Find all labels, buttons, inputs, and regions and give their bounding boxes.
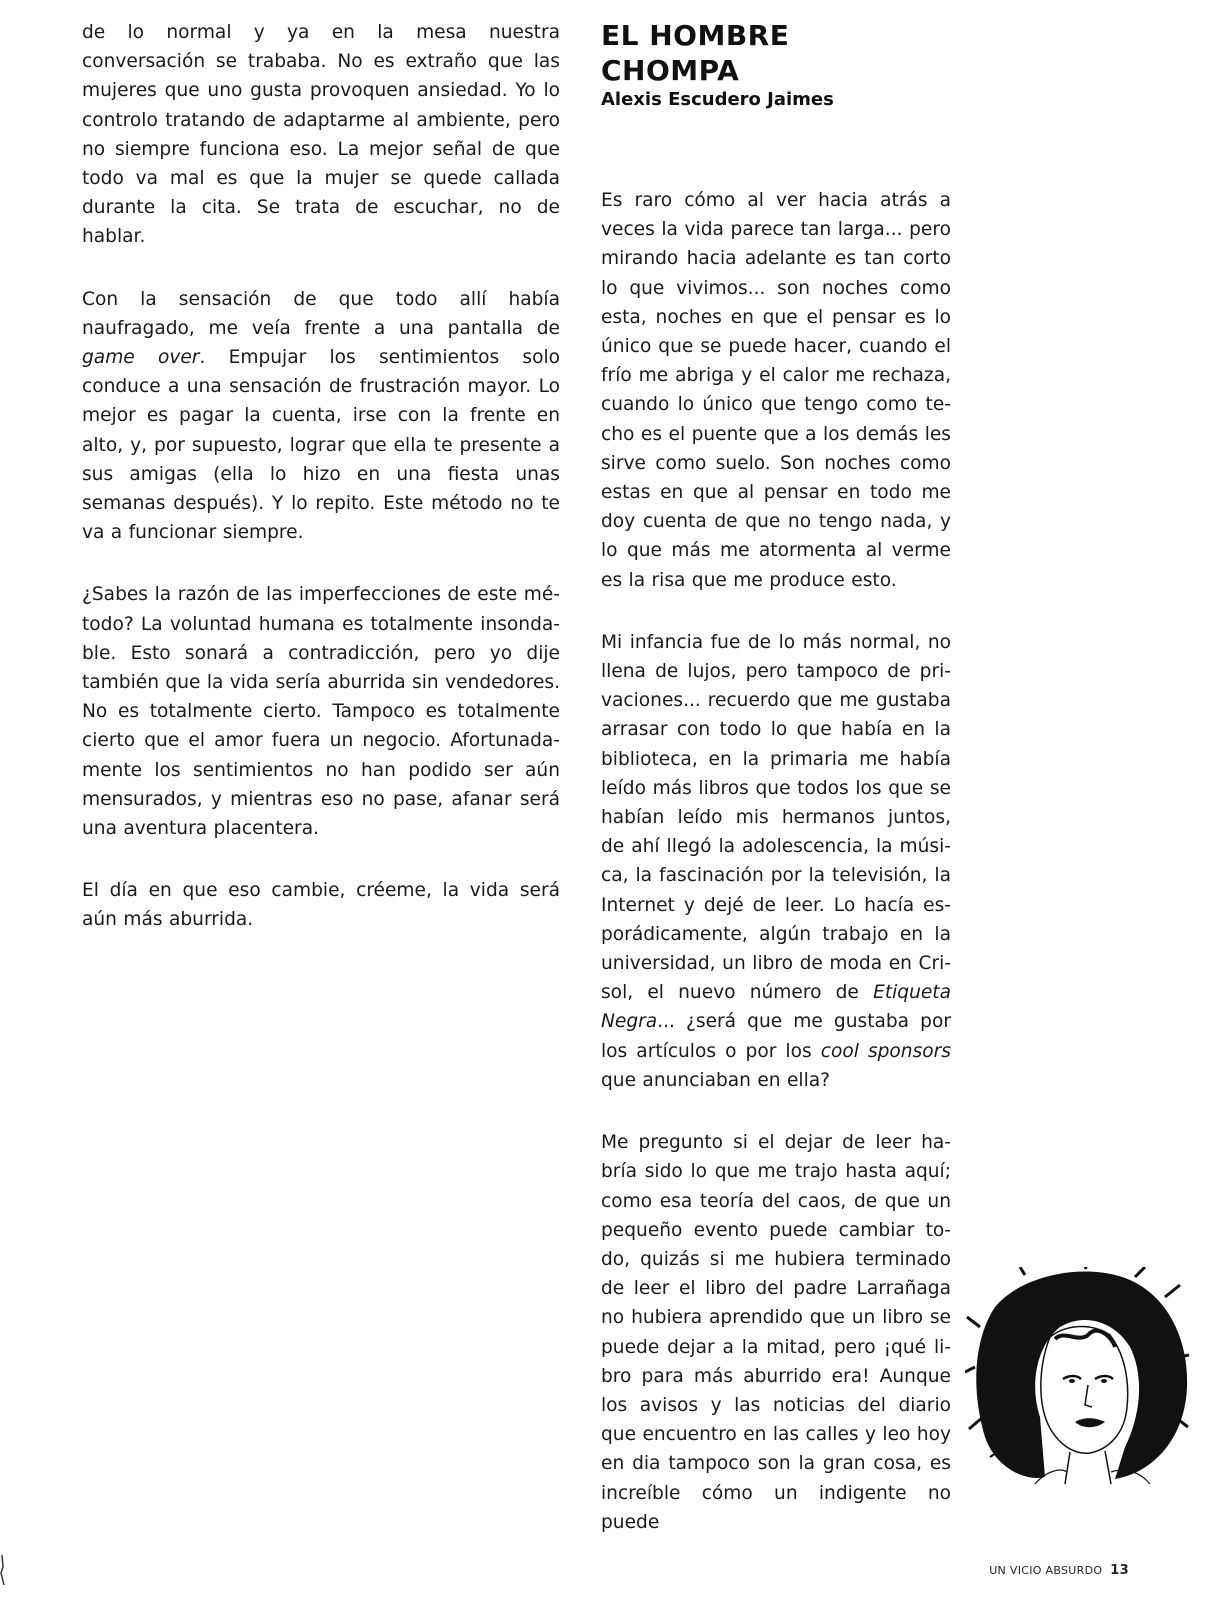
italic-phrase: game over [82,347,200,369]
page-footer [989,1563,1129,1578]
left-paragraph-1: de lo normal y ya en la mesa nuestra conversación se trababa. No es extraño que las mujeres que uno gusta provoquen ansiedad. Yo lo controlo tratando de adaptarme al ambiente, pero no siempre funciona eso. La mejor señal de que todo va mal es que la mujer se quede callada durante la cita. Se trata de escuchar, no de hablar. [82,22,560,248]
left-column [82,18,560,968]
woman-portrait-ink-illustration-icon [965,1267,1190,1484]
article-paragraph-3: Me pregunto si el dejar de leer habría sido lo que me trajo hasta aquí; como esa teoría del caos, de que un pequeño evento puede cambiar todo, quizás si me hubiera terminado de leer el libro del padre Larrañaga no hubiera aprendido que un libro se puede dejar a la mitad, pero ¡qué libro para más aburrido era! Aunque los avisos y las noticias del diario que encuentro en las calles y leo hoy en dia tampoco son la gran cosa, es increíble cómo un indigente no puede [601,1132,951,1533]
page-number: 13 [1110,1563,1129,1578]
italic-phrase: Etiqueta Negra [601,982,951,1033]
article-paragraph-2: Mi infancia fue de lo más normal, no llena de lujos, pero tampoco de privaciones... recuerdo que me gustaba arrasar con todo lo que había en la biblioteca, en la primaria me había leído más libros que todos los que se habían leído mis hermanos juntos, de ahí llegó la adolescencia, la música, la fascinación por la televisión, la Internet y dejé de leer. Lo hacía esporádicamente, algún trabajo en la universidad, un libro de moda en Crisol, el nuevo número de Etiqueta Negra... ¿será que me gustaba por los artículos o por los cool sponsors que anunciaban en ella? [601,631,951,1091]
article-title: EL HOMBRE CHOMPA [601,19,790,87]
article-paragraph-1: Es raro cómo al ver hacia atrás a veces la vida parece tan larga... pero mirando hacia adelante es tan corto lo que vivimos... son noches como esta, noches en que el pensar es lo único que se puede hacer, cuando el frío me abriga y el calor me rechaza, cuando lo único que tengo como techo es el puente que a los demás les sirve como suelo. Son noches como estas en que al pensar en todo me doy cuenta de que no tengo nada, y lo que más me atormenta al verme es la risa que me produce esto. [601,190,951,591]
left-paragraph-4: El día en que eso cambie, créeme, la vida será aún más aburrida. [82,880,560,931]
italic-phrase: cool sponsors [820,1040,951,1062]
article-author: Alexis Escudero Jaimes [601,89,834,110]
scan-margin-mark [0,1555,8,1585]
magazine-name: UN VICIO ABSURDO [989,1564,1103,1577]
left-paragraph-2: Con la sensación de que todo allí había naufragado, me veía frente a una pantalla de game over. Empujar los sentimientos solo conduce a una sensación de frustración mayor. Lo mejor es pagar la cuenta, irse con la frente en alto, y, por supuesto, lograr que ella te presente a sus amigas (ella lo hizo en una fiesta unas semanas después). Y lo repito. Este método no te va a funcionar siempre. [82,288,561,544]
left-paragraph-3: ¿Sabes la razón de las imperfecciones de este método? La voluntad humana es totalmente insondable. Esto sonará a contradicción, pero yo dije también que la vida sería aburrida sin vendedores. No es totalmente cierto. Tampoco es totalmente cierto que el amor fuera un negocio. Afortunadamente los sentimientos no han podido ser aún mensurados, y mientras eso no pase, afanar será una aventura placentera. [82,584,561,840]
article-column [601,18,951,1570]
